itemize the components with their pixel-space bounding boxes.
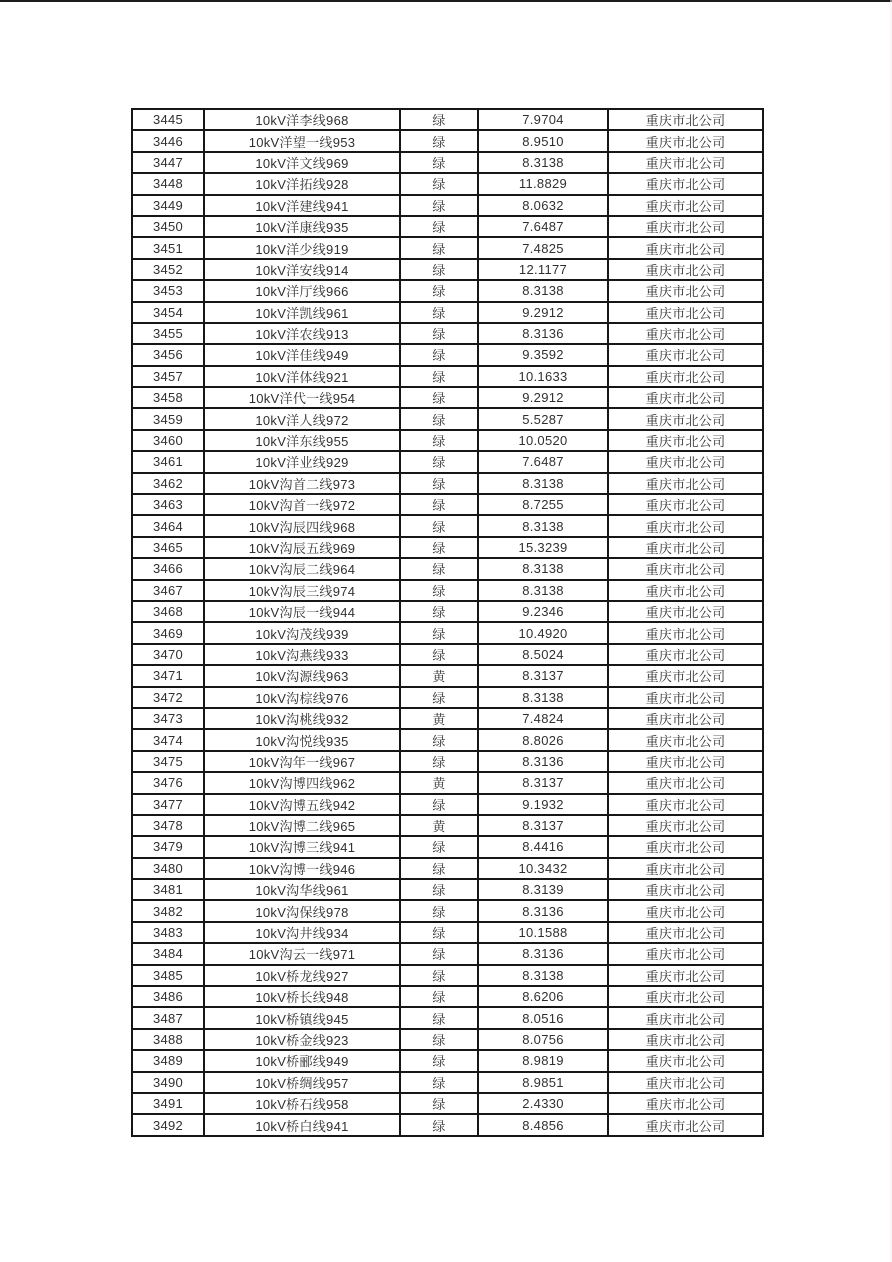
- company-cell: 重庆市北公司: [608, 943, 763, 964]
- value-cell: 8.9510: [478, 130, 608, 151]
- status-cell: 绿: [400, 152, 478, 173]
- status-cell: 绿: [400, 430, 478, 451]
- table-row: [132, 280, 763, 301]
- value-cell: 10.3432: [478, 858, 608, 879]
- value-cell: 8.3139: [478, 879, 608, 900]
- status-cell: 绿: [400, 943, 478, 964]
- serial-cell: 3490: [132, 1072, 204, 1093]
- value-cell: 7.9704: [478, 109, 608, 130]
- table-row: [132, 494, 763, 515]
- table-row: [132, 836, 763, 857]
- table-row: [132, 473, 763, 494]
- table-row: [132, 323, 763, 344]
- line-name-cell: 10kV洋建线941: [204, 195, 400, 216]
- table-row: [132, 1029, 763, 1050]
- status-cell: 绿: [400, 537, 478, 558]
- serial-cell: 3461: [132, 451, 204, 472]
- table-row: [132, 1114, 763, 1135]
- serial-cell: 3465: [132, 537, 204, 558]
- status-cell: 绿: [400, 558, 478, 579]
- table-row: [132, 772, 763, 793]
- serial-cell: 3489: [132, 1050, 204, 1071]
- status-cell: 绿: [400, 1114, 478, 1135]
- serial-cell: 3458: [132, 387, 204, 408]
- value-cell: 9.2346: [478, 601, 608, 622]
- table-row: [132, 366, 763, 387]
- company-cell: 重庆市北公司: [608, 1072, 763, 1093]
- table-row: [132, 537, 763, 558]
- value-cell: 8.4856: [478, 1114, 608, 1135]
- status-cell: 黄: [400, 772, 478, 793]
- line-name-cell: 10kV洋凯线961: [204, 302, 400, 323]
- company-cell: 重庆市北公司: [608, 109, 763, 130]
- table-row: [132, 751, 763, 772]
- company-cell: 重庆市北公司: [608, 408, 763, 429]
- value-cell: 8.4416: [478, 836, 608, 857]
- line-name-cell: 10kV洋体线921: [204, 366, 400, 387]
- value-cell: 2.4330: [478, 1093, 608, 1114]
- table-row: [132, 580, 763, 601]
- line-name-cell: 10kV沟桃线932: [204, 708, 400, 729]
- serial-cell: 3445: [132, 109, 204, 130]
- table-row: [132, 259, 763, 280]
- company-cell: 重庆市北公司: [608, 173, 763, 194]
- value-cell: 9.2912: [478, 302, 608, 323]
- status-cell: 绿: [400, 687, 478, 708]
- serial-cell: 3480: [132, 858, 204, 879]
- line-name-cell: 10kV沟华线961: [204, 879, 400, 900]
- table-row: [132, 195, 763, 216]
- power-line-table: [131, 108, 764, 1137]
- serial-cell: 3446: [132, 130, 204, 151]
- status-cell: 黄: [400, 815, 478, 836]
- serial-cell: 3466: [132, 558, 204, 579]
- company-cell: 重庆市北公司: [608, 644, 763, 665]
- status-cell: 绿: [400, 1007, 478, 1028]
- value-cell: 8.0516: [478, 1007, 608, 1028]
- company-cell: 重庆市北公司: [608, 879, 763, 900]
- value-cell: 8.5024: [478, 644, 608, 665]
- line-name-cell: 10kV桥长线948: [204, 986, 400, 1007]
- company-cell: 重庆市北公司: [608, 387, 763, 408]
- company-cell: 重庆市北公司: [608, 366, 763, 387]
- value-cell: 8.8026: [478, 729, 608, 750]
- serial-cell: 3476: [132, 772, 204, 793]
- status-cell: 绿: [400, 644, 478, 665]
- table-body: [132, 109, 763, 1136]
- serial-cell: 3449: [132, 195, 204, 216]
- status-cell: 绿: [400, 751, 478, 772]
- status-cell: 绿: [400, 986, 478, 1007]
- company-cell: 重庆市北公司: [608, 1029, 763, 1050]
- status-cell: 绿: [400, 965, 478, 986]
- line-name-cell: 10kV桥金线923: [204, 1029, 400, 1050]
- serial-cell: 3483: [132, 922, 204, 943]
- status-cell: 绿: [400, 451, 478, 472]
- value-cell: 5.5287: [478, 408, 608, 429]
- value-cell: 8.3137: [478, 772, 608, 793]
- line-name-cell: 10kV沟首一线972: [204, 494, 400, 515]
- line-name-cell: 10kV沟博三线941: [204, 836, 400, 857]
- serial-cell: 3485: [132, 965, 204, 986]
- line-name-cell: 10kV洋康线935: [204, 216, 400, 237]
- serial-cell: 3468: [132, 601, 204, 622]
- company-cell: 重庆市北公司: [608, 772, 763, 793]
- line-name-cell: 10kV洋文线969: [204, 152, 400, 173]
- value-cell: 9.3592: [478, 344, 608, 365]
- serial-cell: 3459: [132, 408, 204, 429]
- status-cell: 绿: [400, 900, 478, 921]
- line-name-cell: 10kV沟云一线971: [204, 943, 400, 964]
- status-cell: 绿: [400, 580, 478, 601]
- line-name-cell: 10kV洋东线955: [204, 430, 400, 451]
- table-row: [132, 1093, 763, 1114]
- table-row: [132, 173, 763, 194]
- value-cell: 8.0756: [478, 1029, 608, 1050]
- status-cell: 绿: [400, 195, 478, 216]
- company-cell: 重庆市北公司: [608, 473, 763, 494]
- table-row: [132, 109, 763, 130]
- value-cell: 7.4824: [478, 708, 608, 729]
- page-top-edge: [0, 0, 892, 2]
- table-row: [132, 794, 763, 815]
- status-cell: 绿: [400, 280, 478, 301]
- table-row: [132, 815, 763, 836]
- company-cell: 重庆市北公司: [608, 537, 763, 558]
- line-name-cell: 10kV洋人线972: [204, 408, 400, 429]
- value-cell: 10.4920: [478, 622, 608, 643]
- serial-cell: 3471: [132, 665, 204, 686]
- line-name-cell: 10kV沟博四线962: [204, 772, 400, 793]
- line-name-cell: 10kV洋拓线928: [204, 173, 400, 194]
- table-row: [132, 622, 763, 643]
- serial-cell: 3473: [132, 708, 204, 729]
- table-row: [132, 687, 763, 708]
- value-cell: 15.3239: [478, 537, 608, 558]
- table-row: [132, 216, 763, 237]
- line-name-cell: 10kV桥镇线945: [204, 1007, 400, 1028]
- table-row: [132, 130, 763, 151]
- serial-cell: 3448: [132, 173, 204, 194]
- company-cell: 重庆市北公司: [608, 922, 763, 943]
- serial-cell: 3475: [132, 751, 204, 772]
- company-cell: 重庆市北公司: [608, 729, 763, 750]
- value-cell: 7.4825: [478, 237, 608, 258]
- line-name-cell: 10kV洋安线914: [204, 259, 400, 280]
- table-row: [132, 302, 763, 323]
- serial-cell: 3470: [132, 644, 204, 665]
- line-name-cell: 10kV沟辰一线944: [204, 601, 400, 622]
- company-cell: 重庆市北公司: [608, 130, 763, 151]
- serial-cell: 3462: [132, 473, 204, 494]
- company-cell: 重庆市北公司: [608, 1050, 763, 1071]
- status-cell: 绿: [400, 622, 478, 643]
- table-row: [132, 152, 763, 173]
- status-cell: 绿: [400, 302, 478, 323]
- status-cell: 绿: [400, 473, 478, 494]
- company-cell: 重庆市北公司: [608, 494, 763, 515]
- serial-cell: 3463: [132, 494, 204, 515]
- status-cell: 绿: [400, 922, 478, 943]
- table-row: [132, 729, 763, 750]
- table-row: [132, 408, 763, 429]
- line-name-cell: 10kV沟燕线933: [204, 644, 400, 665]
- value-cell: 8.3136: [478, 323, 608, 344]
- status-cell: 黄: [400, 665, 478, 686]
- status-cell: 黄: [400, 708, 478, 729]
- table-row: [132, 430, 763, 451]
- line-name-cell: 10kV桥白线941: [204, 1114, 400, 1135]
- table-row: [132, 922, 763, 943]
- value-cell: 8.3136: [478, 751, 608, 772]
- company-cell: 重庆市北公司: [608, 280, 763, 301]
- table-row: [132, 943, 763, 964]
- company-cell: 重庆市北公司: [608, 751, 763, 772]
- company-cell: 重庆市北公司: [608, 900, 763, 921]
- line-name-cell: 10kV洋佳线949: [204, 344, 400, 365]
- value-cell: 7.6487: [478, 216, 608, 237]
- line-name-cell: 10kV沟保线978: [204, 900, 400, 921]
- serial-cell: 3450: [132, 216, 204, 237]
- status-cell: 绿: [400, 794, 478, 815]
- value-cell: 12.1177: [478, 259, 608, 280]
- company-cell: 重庆市北公司: [608, 323, 763, 344]
- line-name-cell: 10kV沟首二线973: [204, 473, 400, 494]
- company-cell: 重庆市北公司: [608, 580, 763, 601]
- line-name-cell: 10kV沟辰三线974: [204, 580, 400, 601]
- line-name-cell: 10kV沟源线963: [204, 665, 400, 686]
- value-cell: 10.0520: [478, 430, 608, 451]
- table-row: [132, 1072, 763, 1093]
- status-cell: 绿: [400, 1072, 478, 1093]
- serial-cell: 3492: [132, 1114, 204, 1135]
- serial-cell: 3481: [132, 879, 204, 900]
- table-row: [132, 601, 763, 622]
- company-cell: 重庆市北公司: [608, 708, 763, 729]
- value-cell: 8.3138: [478, 965, 608, 986]
- value-cell: 9.1932: [478, 794, 608, 815]
- company-cell: 重庆市北公司: [608, 815, 763, 836]
- table-row: [132, 344, 763, 365]
- company-cell: 重庆市北公司: [608, 965, 763, 986]
- company-cell: 重庆市北公司: [608, 302, 763, 323]
- company-cell: 重庆市北公司: [608, 558, 763, 579]
- line-name-cell: 10kV沟博一线946: [204, 858, 400, 879]
- status-cell: 绿: [400, 515, 478, 536]
- value-cell: 8.7255: [478, 494, 608, 515]
- line-name-cell: 10kV洋少线919: [204, 237, 400, 258]
- line-name-cell: 10kV沟茂线939: [204, 622, 400, 643]
- serial-cell: 3467: [132, 580, 204, 601]
- line-name-cell: 10kV沟棕线976: [204, 687, 400, 708]
- serial-cell: 3486: [132, 986, 204, 1007]
- company-cell: 重庆市北公司: [608, 152, 763, 173]
- status-cell: 绿: [400, 494, 478, 515]
- serial-cell: 3491: [132, 1093, 204, 1114]
- line-name-cell: 10kV沟辰五线969: [204, 537, 400, 558]
- value-cell: 8.9819: [478, 1050, 608, 1071]
- company-cell: 重庆市北公司: [608, 237, 763, 258]
- status-cell: 绿: [400, 1050, 478, 1071]
- value-cell: 8.6206: [478, 986, 608, 1007]
- value-cell: 8.3138: [478, 280, 608, 301]
- status-cell: 绿: [400, 601, 478, 622]
- serial-cell: 3469: [132, 622, 204, 643]
- value-cell: 10.1633: [478, 366, 608, 387]
- status-cell: 绿: [400, 216, 478, 237]
- line-name-cell: 10kV沟博二线965: [204, 815, 400, 836]
- value-cell: 11.8829: [478, 173, 608, 194]
- serial-cell: 3484: [132, 943, 204, 964]
- table-row: [132, 1050, 763, 1071]
- value-cell: 7.6487: [478, 451, 608, 472]
- line-name-cell: 10kV桥绸线957: [204, 1072, 400, 1093]
- table-row: [132, 451, 763, 472]
- value-cell: 8.3138: [478, 152, 608, 173]
- value-cell: 8.0632: [478, 195, 608, 216]
- serial-cell: 3482: [132, 900, 204, 921]
- line-name-cell: 10kV洋农线913: [204, 323, 400, 344]
- status-cell: 绿: [400, 879, 478, 900]
- company-cell: 重庆市北公司: [608, 622, 763, 643]
- company-cell: 重庆市北公司: [608, 687, 763, 708]
- status-cell: 绿: [400, 323, 478, 344]
- company-cell: 重庆市北公司: [608, 216, 763, 237]
- line-name-cell: 10kV洋厅线966: [204, 280, 400, 301]
- line-name-cell: 10kV沟辰四线968: [204, 515, 400, 536]
- value-cell: 8.3136: [478, 900, 608, 921]
- line-name-cell: 10kV洋代一线954: [204, 387, 400, 408]
- line-name-cell: 10kV沟年一线967: [204, 751, 400, 772]
- table-row: [132, 237, 763, 258]
- status-cell: 绿: [400, 237, 478, 258]
- status-cell: 绿: [400, 387, 478, 408]
- company-cell: 重庆市北公司: [608, 858, 763, 879]
- value-cell: 9.2912: [478, 387, 608, 408]
- serial-cell: 3487: [132, 1007, 204, 1028]
- table-row: [132, 515, 763, 536]
- status-cell: 绿: [400, 173, 478, 194]
- serial-cell: 3456: [132, 344, 204, 365]
- serial-cell: 3488: [132, 1029, 204, 1050]
- value-cell: 8.9851: [478, 1072, 608, 1093]
- line-name-cell: 10kV洋业线929: [204, 451, 400, 472]
- table-row: [132, 879, 763, 900]
- company-cell: 重庆市北公司: [608, 836, 763, 857]
- serial-cell: 3460: [132, 430, 204, 451]
- status-cell: 绿: [400, 408, 478, 429]
- company-cell: 重庆市北公司: [608, 794, 763, 815]
- company-cell: 重庆市北公司: [608, 1093, 763, 1114]
- status-cell: 绿: [400, 1093, 478, 1114]
- value-cell: 10.1588: [478, 922, 608, 943]
- serial-cell: 3447: [132, 152, 204, 173]
- line-name-cell: 10kV沟博五线942: [204, 794, 400, 815]
- table-row: [132, 1007, 763, 1028]
- serial-cell: 3479: [132, 836, 204, 857]
- serial-cell: 3477: [132, 794, 204, 815]
- company-cell: 重庆市北公司: [608, 344, 763, 365]
- serial-cell: 3457: [132, 366, 204, 387]
- line-name-cell: 10kV沟井线934: [204, 922, 400, 943]
- value-cell: 8.3138: [478, 473, 608, 494]
- serial-cell: 3464: [132, 515, 204, 536]
- line-name-cell: 10kV沟悦线935: [204, 729, 400, 750]
- status-cell: 绿: [400, 344, 478, 365]
- company-cell: 重庆市北公司: [608, 1114, 763, 1135]
- table-row: [132, 965, 763, 986]
- table-row: [132, 900, 763, 921]
- company-cell: 重庆市北公司: [608, 430, 763, 451]
- status-cell: 绿: [400, 858, 478, 879]
- table-row: [132, 558, 763, 579]
- serial-cell: 3451: [132, 237, 204, 258]
- status-cell: 绿: [400, 729, 478, 750]
- status-cell: 绿: [400, 366, 478, 387]
- value-cell: 8.3138: [478, 687, 608, 708]
- serial-cell: 3478: [132, 815, 204, 836]
- value-cell: 8.3138: [478, 580, 608, 601]
- line-name-cell: 10kV洋望一线953: [204, 130, 400, 151]
- company-cell: 重庆市北公司: [608, 986, 763, 1007]
- company-cell: 重庆市北公司: [608, 195, 763, 216]
- table-row: [132, 986, 763, 1007]
- value-cell: 8.3137: [478, 815, 608, 836]
- company-cell: 重庆市北公司: [608, 665, 763, 686]
- line-name-cell: 10kV洋李线968: [204, 109, 400, 130]
- status-cell: 绿: [400, 109, 478, 130]
- serial-cell: 3452: [132, 259, 204, 280]
- table-row: [132, 644, 763, 665]
- status-cell: 绿: [400, 259, 478, 280]
- value-cell: 8.3138: [478, 515, 608, 536]
- serial-cell: 3453: [132, 280, 204, 301]
- serial-cell: 3455: [132, 323, 204, 344]
- line-name-cell: 10kV桥郦线949: [204, 1050, 400, 1071]
- value-cell: 8.3138: [478, 558, 608, 579]
- company-cell: 重庆市北公司: [608, 601, 763, 622]
- status-cell: 绿: [400, 836, 478, 857]
- serial-cell: 3472: [132, 687, 204, 708]
- status-cell: 绿: [400, 130, 478, 151]
- company-cell: 重庆市北公司: [608, 515, 763, 536]
- company-cell: 重庆市北公司: [608, 451, 763, 472]
- line-name-cell: 10kV桥龙线927: [204, 965, 400, 986]
- table-row: [132, 858, 763, 879]
- company-cell: 重庆市北公司: [608, 259, 763, 280]
- serial-cell: 3454: [132, 302, 204, 323]
- line-name-cell: 10kV沟辰二线964: [204, 558, 400, 579]
- table-row: [132, 387, 763, 408]
- table-row: [132, 708, 763, 729]
- company-cell: 重庆市北公司: [608, 1007, 763, 1028]
- line-name-cell: 10kV桥石线958: [204, 1093, 400, 1114]
- value-cell: 8.3137: [478, 665, 608, 686]
- value-cell: 8.3136: [478, 943, 608, 964]
- serial-cell: 3474: [132, 729, 204, 750]
- status-cell: 绿: [400, 1029, 478, 1050]
- table-row: [132, 665, 763, 686]
